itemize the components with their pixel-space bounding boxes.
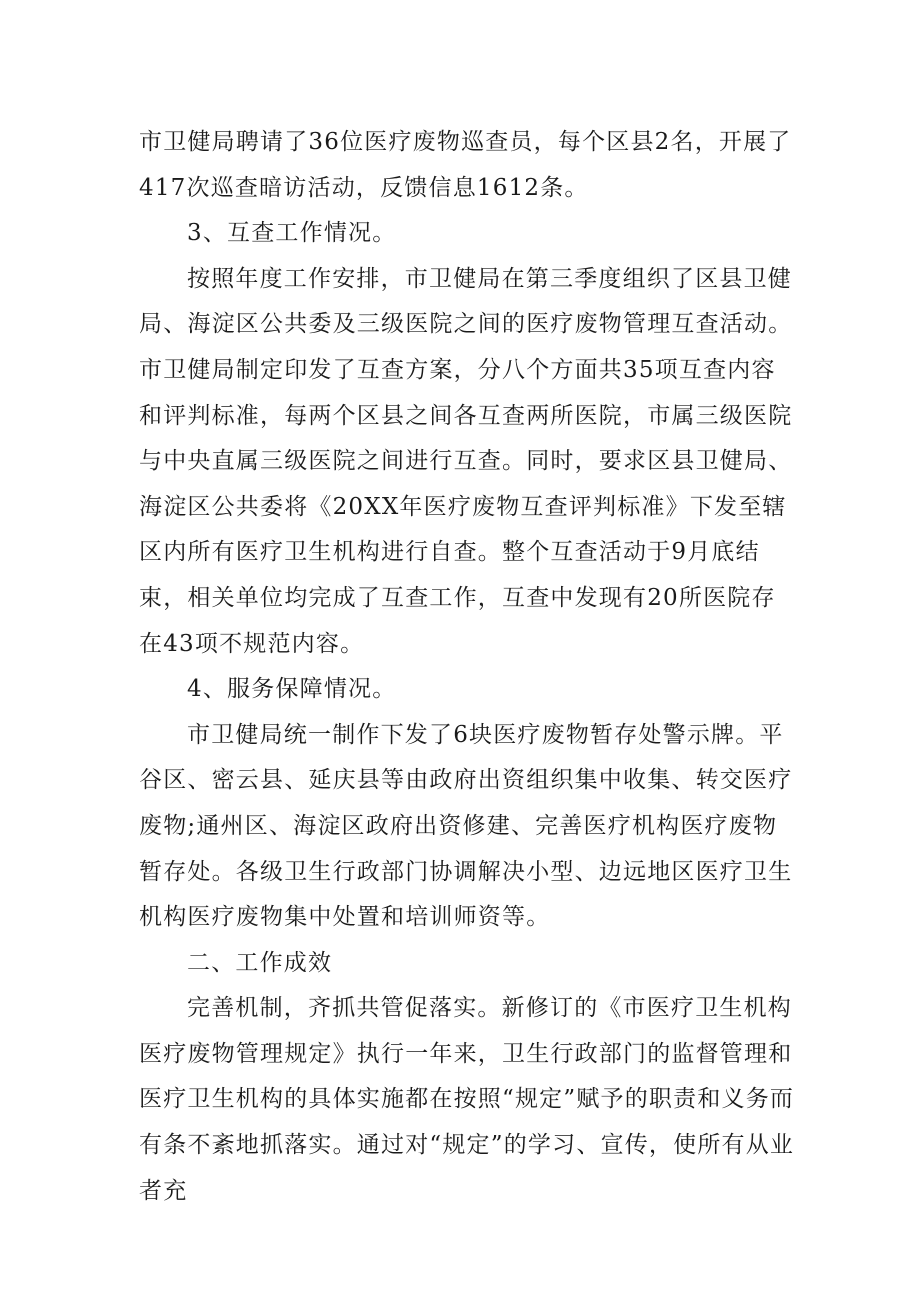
section-heading-achievements: 二、工作成效 <box>187 949 333 976</box>
heading-mutual-inspection: 3、互查工作情况。 <box>187 220 397 247</box>
paragraph-service-support: 市卫健局统一制作下发了6块医疗废物暂存处警示牌。平谷区、密云县、延庆县等由政府出资组织集中收集、转交医疗废物;通州区、海淀区政府出资修建、完善医疗机构医疗废物暂存处。各级卫生行政部门协调解决小型、边远地区医疗卫生机构医疗废物集中处置和培训师资等。 <box>139 721 793 931</box>
paragraph-inspectors: 市卫健局聘请了36位医疗废物巡查员，每个区县2名，开展了417次巡查暗访活动，反馈信息1612条。 <box>139 129 792 201</box>
paragraph-mutual-inspection: 按照年度工作安排，市卫健局在第三季度组织了区县卫健局、海淀区公共委及三级医院之间的医疗废物管理互查活动。市卫健局制定印发了互查方案，分八个方面共35项互查内容和评判标准，每两个区县之间各互查两所医院，市属三级医院与中央直属三级医院之间进行互查。同时，要求区县卫健局、海淀区公共委将《20XX年医疗废物互查评判标准》下发至辖区内所有医疗卫生机构进行自查。整个互查活动于9月底结束，相关单位均完成了互查工作，互查中发现有20所医院存在43项不规范内容。 <box>139 265 793 657</box>
document-body <box>139 120 799 1214</box>
paragraph-mechanism: 完善机制，齐抓共管促落实。新修订的《市医疗卫生机构医疗废物管理规定》执行一年来，卫生行政部门的监督管理和医疗卫生机构的具体实施都在按照“规定”赋予的职责和义务而有条不紊地抓落实。通过对“规定”的学习、宣传，使所有从业者充 <box>139 995 795 1204</box>
heading-service-support: 4、服务保障情况。 <box>187 676 397 703</box>
